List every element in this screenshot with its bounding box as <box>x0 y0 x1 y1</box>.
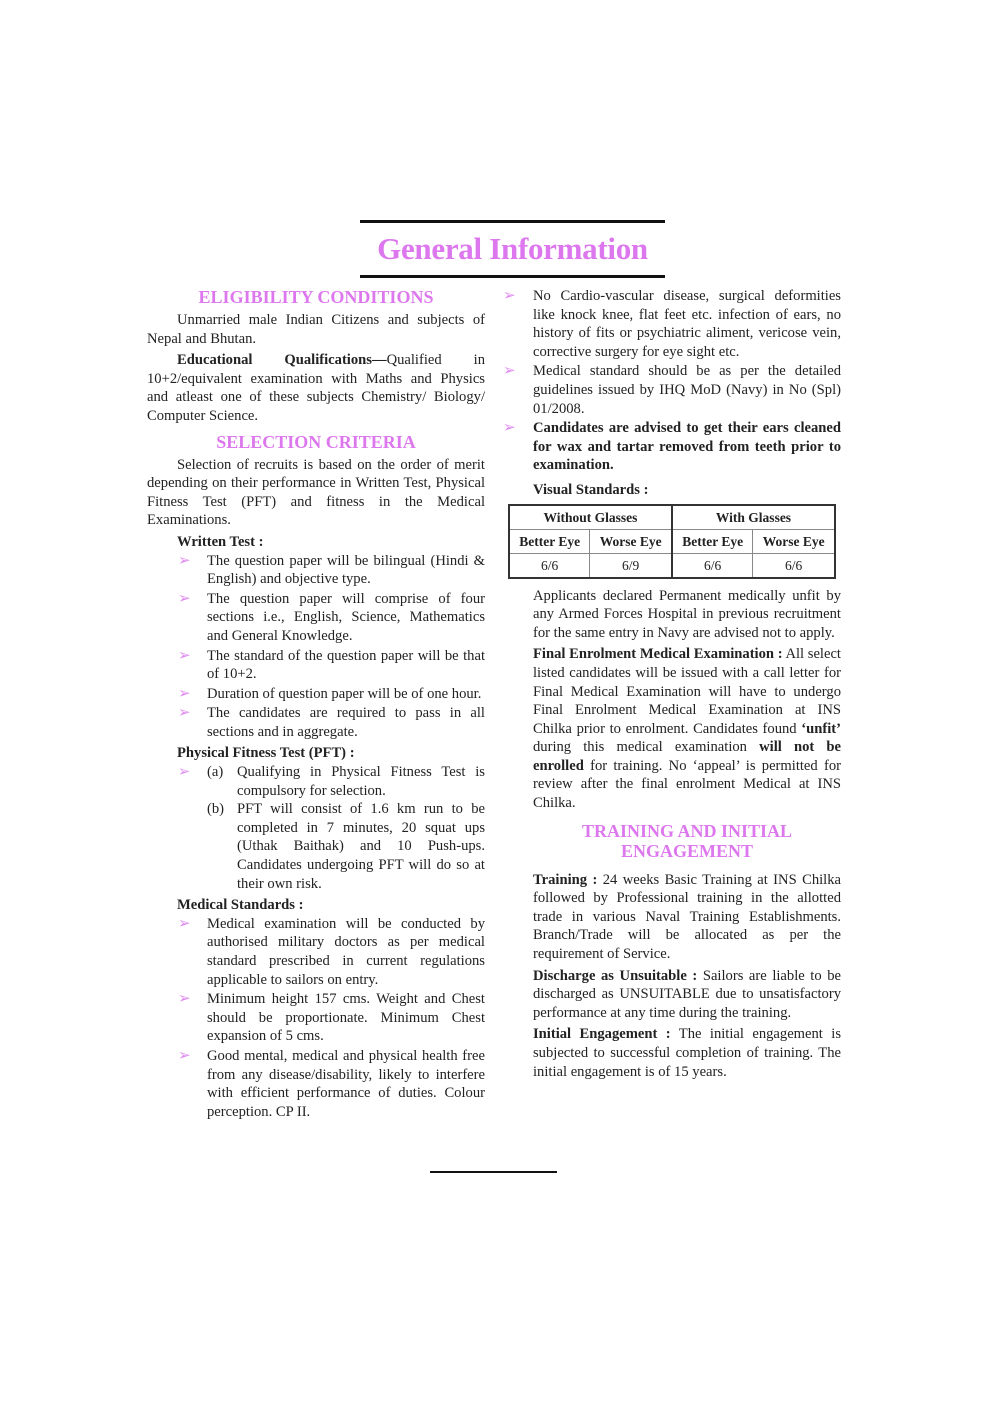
training-text: Training : 24 weeks Basic Training at INS Chilka followed by Professional training in the allotted trade in various Naval Training Establishments. Branch/Trade will be allocated as per the requirement of Service. <box>533 871 841 963</box>
list-item: ➢ Good mental, medical and physical health free from any disease/disability, likely to interfere with efficient performance of duties. Colour perception. CP II. <box>178 1047 485 1120</box>
group-header: Without Glasses <box>509 505 672 530</box>
pft-label: (a) <box>207 764 224 781</box>
pft-item-a <box>147 763 485 800</box>
footer-rule <box>430 1171 557 1173</box>
arrow-bullet-icon: ➢ <box>503 288 516 304</box>
medical-standards-heading: Medical Standards : <box>177 897 304 914</box>
arrow-bullet-icon: ➢ <box>178 685 191 702</box>
training-label: Training : <box>533 871 598 888</box>
final-exam-label: Final Enrolment Medical Examination : <box>533 646 783 663</box>
arrow-bullet-icon: ➢ <box>178 915 191 932</box>
arrow-bullet-icon: ➢ <box>503 420 516 437</box>
table-cell: 6/6 <box>672 553 753 578</box>
list-item: ➢ No Cardio-vascular disease, surgical deformities like knock knee, flat feet etc. infection of ears, no history of fits or psychiatric aliment, vericose vein, corrective surgery for eye sight etc. <box>503 288 841 360</box>
right-column <box>503 287 841 1084</box>
arrow-bullet-icon: ➢ <box>178 764 191 781</box>
table-row <box>509 553 835 578</box>
table-cell: 6/6 <box>509 553 590 578</box>
list-item: ➢ The standard of the question paper will be that of 10+2. <box>178 647 485 683</box>
final-enrolment-exam: Final Enrolment Medical Examination : All select listed candidates will be issued with a call letter for Final Medical Examination will have to undergo Final Enrolment Medical Examination at INS Chilka prior to enrolment. Candidates found ‘unfit’ during this medical examination will not be enrolled for training. No ‘appeal’ is permitted for review after the final enrolment Medical at INS Chilka. <box>533 646 841 812</box>
eligibility-text: Unmarried male Indian Citizens and subjects of Nepal and Bhutan. <box>147 312 485 347</box>
training-heading: TRAINING AND INITIAL ENGAGEMENT <box>581 820 793 861</box>
list-item: ➢ Candidates are advised to get their ears cleaned for wax and tartar removed from teeth prior to examination. <box>503 420 841 474</box>
list-item: ➢ Minimum height 157 cms. Weight and Chest should be proportionate. Minimum Chest expansion of 5 cms. <box>178 991 485 1045</box>
column-header: Worse Eye <box>590 529 672 553</box>
arrow-bullet-icon: ➢ <box>178 991 191 1008</box>
written-test-heading: Written Test : <box>177 533 264 550</box>
page-title-block <box>360 220 665 278</box>
arrow-bullet-icon: ➢ <box>178 1047 191 1064</box>
table-cell: 6/9 <box>590 553 672 578</box>
list-item: ➢ Medical examination will be conducted by authorised military doctors as per medical standard prescribed in current regulations applicable to sailors on entry. <box>178 915 485 988</box>
edu-text: Qualified in 10+2/equivalent examination with Maths and Physics and atleast one of these subjects Chemistry/ Biology/ Computer Science. <box>147 352 485 424</box>
group-header: With Glasses <box>672 505 835 530</box>
medical-standards-list <box>147 915 485 1122</box>
arrow-bullet-icon: ➢ <box>178 552 191 569</box>
arrow-bullet-icon: ➢ <box>503 363 516 380</box>
list-item: ➢ Medical standard should be as per the detailed guidelines issued by IHQ MoD (Navy) in No (Spl) 01/2008. <box>503 363 841 417</box>
column-header: Worse Eye <box>753 529 835 553</box>
arrow-bullet-icon: ➢ <box>178 705 191 722</box>
applicants-note: Applicants declared Permanent medically unfit by any Armed Forces Hospital in previous recruitment for the same entry in Navy are advised not to apply. <box>533 587 841 641</box>
table-cell: 6/6 <box>753 553 835 578</box>
discharge-text: Discharge as Unsuitable : Sailors are liable to be discharged as UNSUITABLE due to unsatisfactory performance at any time during the training. <box>533 967 841 1021</box>
arrow-bullet-icon: ➢ <box>178 647 191 664</box>
visual-standards-table <box>508 504 836 579</box>
arrow-bullet-icon: ➢ <box>178 590 191 607</box>
page-title: General Information <box>377 231 648 266</box>
edu-label: Educational Qualifications— <box>177 352 387 369</box>
list-item: ➢ The question paper will comprise of four sections i.e., English, Science, Mathematics and General Knowledge. <box>178 590 485 644</box>
column-header: Better Eye <box>509 529 590 553</box>
visual-standards-heading: Visual Standards : <box>533 481 649 498</box>
educational-qualifications <box>147 351 485 425</box>
eligibility-heading: ELIGIBILITY CONDITIONS <box>198 287 434 307</box>
written-test-list <box>147 552 485 742</box>
list-item: ➢ The candidates are required to pass in all sections and in aggregate. <box>178 705 485 740</box>
selection-heading: SELECTION CRITERIA <box>216 431 416 452</box>
list-item: ➢ The question paper will be bilingual (Hindi & English) and objective type. <box>178 552 485 588</box>
discharge-label: Discharge as Unsuitable : <box>533 967 698 984</box>
pft-text: PFT will consist of 1.6 km run to be completed in 7 minutes, 20 squat ups (Uthak Baithak) and 10 Push-ups. Candidates undergoing PFT will do so at their own risk. <box>237 801 485 892</box>
list-item: ➢ Duration of question paper will be of one hour. <box>178 685 482 702</box>
pft-text: Qualifying in Physical Fitness Test is compulsory for selection. <box>237 764 485 799</box>
pft-label: (b) <box>207 801 225 818</box>
column-header: Better Eye <box>672 529 753 553</box>
left-column <box>147 287 485 1122</box>
selection-text: Selection of recruits is based on the order of merit depending on their performance in Written Test, Physical Fitness Test (PFT) and fitness in the Medical Examinations. <box>147 456 485 529</box>
pft-item-b <box>147 800 485 893</box>
initial-engagement-label: Initial Engagement : <box>533 1026 671 1043</box>
initial-engagement-text: Initial Engagement : The initial engagement is subjected to successful completion of training. The initial engagement is of 15 years. <box>533 1026 841 1080</box>
title-rule-top <box>360 220 665 223</box>
title-rule-bottom <box>360 275 665 278</box>
medical-standards-list-cont <box>503 287 841 475</box>
pft-heading: Physical Fitness Test (PFT) : <box>177 745 355 762</box>
